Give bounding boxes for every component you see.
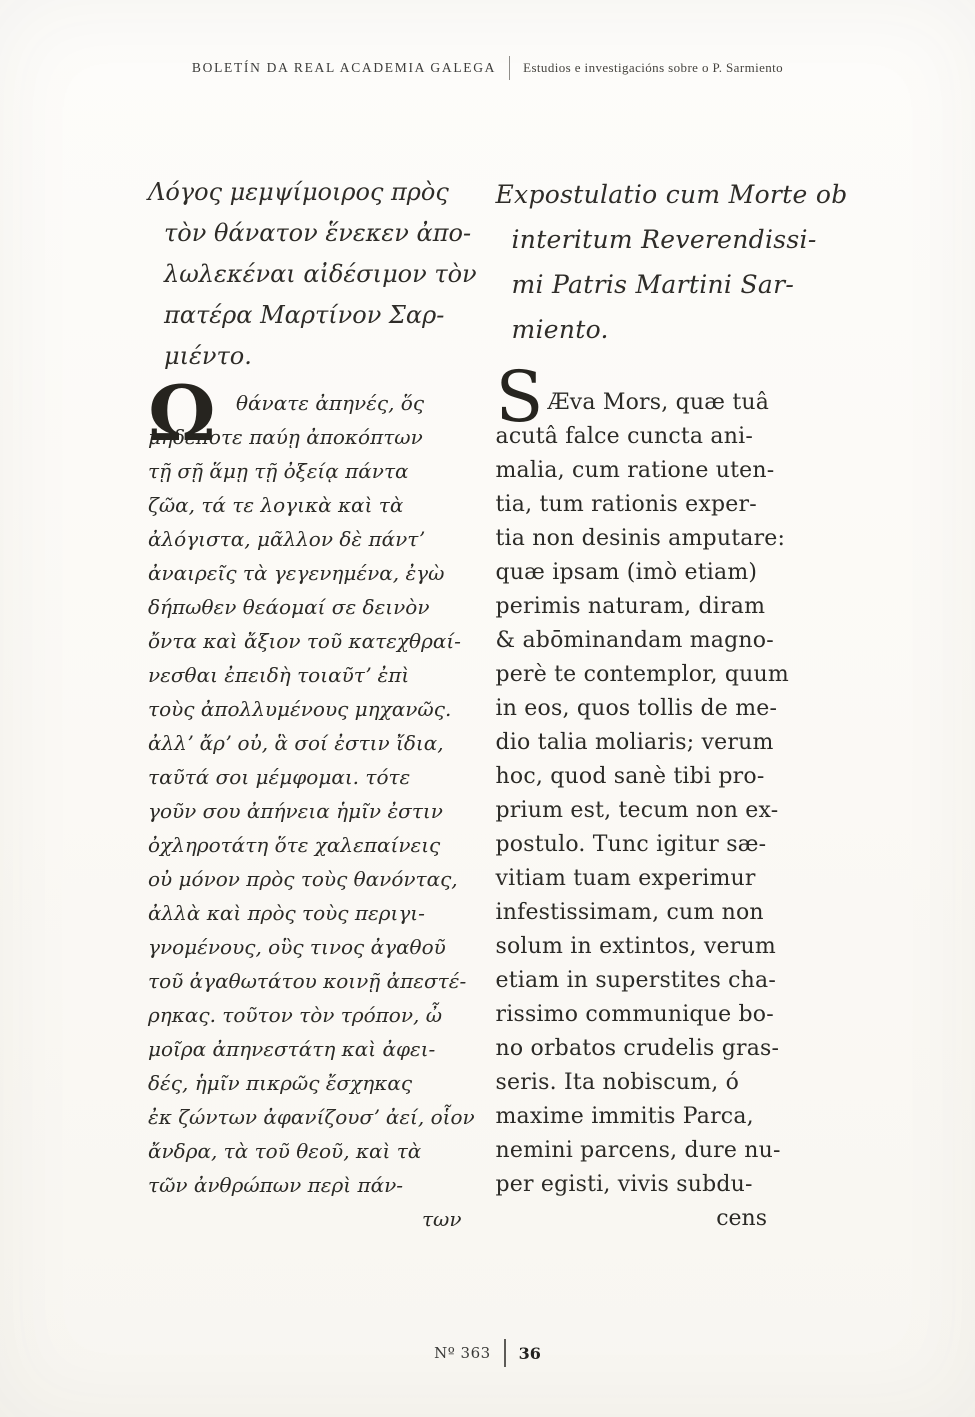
text-line: γνομένους, οὓς τινος ἀγαθοῦ xyxy=(148,935,446,959)
drop-cap-s: S xyxy=(495,356,544,438)
text-line: seris. Ita nobiscum, ó xyxy=(495,1070,740,1095)
text-line: in eos, quos tollis de me- xyxy=(495,696,778,721)
text-line: τοῦ ἀγαθωτάτου κοινῇ ἀπεστέ- xyxy=(148,969,467,993)
text-line: ἀλόγιστα, μᾶλλον δὲ πάντʼ xyxy=(148,527,425,551)
text-line: ἀναιρεῖς τὰ γεγενημένα, ἐγὼ xyxy=(148,561,445,585)
text-line: λωλεκέναι αἰδέσιμον τὸν xyxy=(164,260,477,288)
text-line: μηδέποτε παύῃ ἀποκόπτων xyxy=(148,425,423,449)
text-line: τοὺς ἀπολλυμένους μηχανῶς. xyxy=(148,697,452,721)
text-line: ὄντα καὶ ἄξιον τοῦ κατεχθραί- xyxy=(148,629,461,653)
text-line: postulo. Tunc igitur sæ- xyxy=(495,832,767,857)
journal-title: BOLETÍN DA REAL ACADEMIA GALEGA xyxy=(191,60,497,75)
text-line: θάνατε ἀπηνές, ὅς xyxy=(236,391,425,415)
text-line: quæ ipsam (imò etiam) xyxy=(495,560,758,585)
text-line: γοῦν σου ἀπήνεια ἡμῖν ἐστιν xyxy=(148,799,443,823)
text-line: interitum Reverendissi- xyxy=(511,225,817,254)
text-line: perimis naturam, diram xyxy=(495,594,766,619)
latin-title xyxy=(495,172,848,386)
text-line: τὸν θάνατον ἕνεκεν ἀπο- xyxy=(164,219,472,247)
header-divider-rule xyxy=(509,56,510,80)
section-title: Estudios e investigacións sobre o P. Sarmiento xyxy=(523,60,784,75)
text-line: hoc, quod sanè tibi pro- xyxy=(495,764,765,789)
text-line: malia, cum ratione uten- xyxy=(495,458,775,483)
latin-body-text xyxy=(495,356,826,1202)
footer-divider-rule xyxy=(504,1339,506,1367)
latin-column xyxy=(495,172,848,1236)
two-column-text-block xyxy=(148,172,848,1236)
text-line: οὐ μόνον πρὸς τοὺς θανόντας, xyxy=(148,867,458,891)
text-line: prium est, tecum non ex- xyxy=(495,798,779,823)
text-line: πατέρα Μαρτίνον Σαρ- xyxy=(164,301,445,329)
text-line: & abōminandam magno- xyxy=(495,628,774,653)
drop-cap-omega: Ω xyxy=(148,369,216,458)
text-line: μοῖρα ἀπηνεστάτη καὶ ἀφει- xyxy=(148,1037,436,1061)
text-line: ἐκ ζώντων ἀφανίζουσʼ ἀεί, οἷον xyxy=(148,1105,475,1129)
greek-body-text xyxy=(148,369,478,1202)
text-line: dio talia moliaris; verum xyxy=(495,730,774,755)
text-line: δήπωθεν θεάομαί σε δεινὸν xyxy=(148,595,430,619)
text-line: δές, ἡμῖν πικρῶς ἔσχηκας xyxy=(148,1071,413,1095)
page-header xyxy=(0,0,975,80)
text-line: Λόγος μεμψίμοιρος πρὸς xyxy=(148,178,449,206)
text-line: rissimo communique bo- xyxy=(495,1002,774,1027)
text-line: acutâ falce cuncta ani- xyxy=(495,424,753,449)
text-line: mi Patris Martini Sar- xyxy=(511,270,795,299)
latin-catchword: cens xyxy=(716,1206,767,1231)
text-line: Expostulatio cum Morte ob xyxy=(495,180,848,209)
text-line: ὀχληροτάτη ὅτε χαλεπαίνεις xyxy=(148,833,441,857)
greek-title xyxy=(148,172,478,386)
text-line: τῇ σῇ ἅμῃ τῇ ὀξείᾳ πάντα xyxy=(148,459,409,483)
issue-number: Nº 363 xyxy=(434,1344,491,1362)
text-line: etiam in superstites cha- xyxy=(495,968,776,993)
text-line: μιέντο. xyxy=(164,342,252,370)
greek-catchword: των xyxy=(421,1207,462,1231)
text-line: ἀλλʼ ἄρʼ οὐ, ἃ σοί ἐστιν ἴδια, xyxy=(148,731,444,755)
text-line: ρηκας. τοῦτον τὸν τρόπον, ὦ xyxy=(148,1003,443,1027)
text-line: ταῦτά σοι μέμφομαι. τότε xyxy=(148,765,411,789)
text-line: miento. xyxy=(511,315,609,344)
text-line: perè te contemplor, quum xyxy=(495,662,789,687)
text-line: per egisti, vivis subdu- xyxy=(495,1172,753,1197)
text-line: Æva Mors, quæ tuâ xyxy=(547,390,770,415)
text-line: νεσθαι ἐπειδὴ τοιαῦτʼ ἐπὶ xyxy=(148,663,410,687)
page-footer xyxy=(0,1339,975,1367)
page-number: 36 xyxy=(518,1343,541,1363)
text-line: ἄνδρα, τὰ τοῦ θεοῦ, καὶ τὰ xyxy=(148,1139,422,1163)
text-line: infestissimam, cum non xyxy=(495,900,764,925)
text-line: ἀλλὰ καὶ πρὸς τοὺς περιγι- xyxy=(148,901,425,925)
text-line: vitiam tuam experimur xyxy=(495,866,756,891)
text-line: ζῶα, τά τε λογικὰ καὶ τὰ xyxy=(148,493,404,517)
text-line: solum in extintos, verum xyxy=(495,934,776,959)
text-line: tia, tum rationis exper- xyxy=(495,492,757,517)
text-line: nemini parcens, dure nu- xyxy=(495,1138,781,1163)
text-line: maxime immitis Parca, xyxy=(495,1104,754,1129)
text-line: tia non desinis amputare: xyxy=(495,526,786,551)
text-line: τῶν ἀνθρώπων περὶ πάν- xyxy=(148,1173,404,1197)
greek-column xyxy=(148,172,478,1236)
text-line: no orbatos crudelis gras- xyxy=(495,1036,780,1061)
